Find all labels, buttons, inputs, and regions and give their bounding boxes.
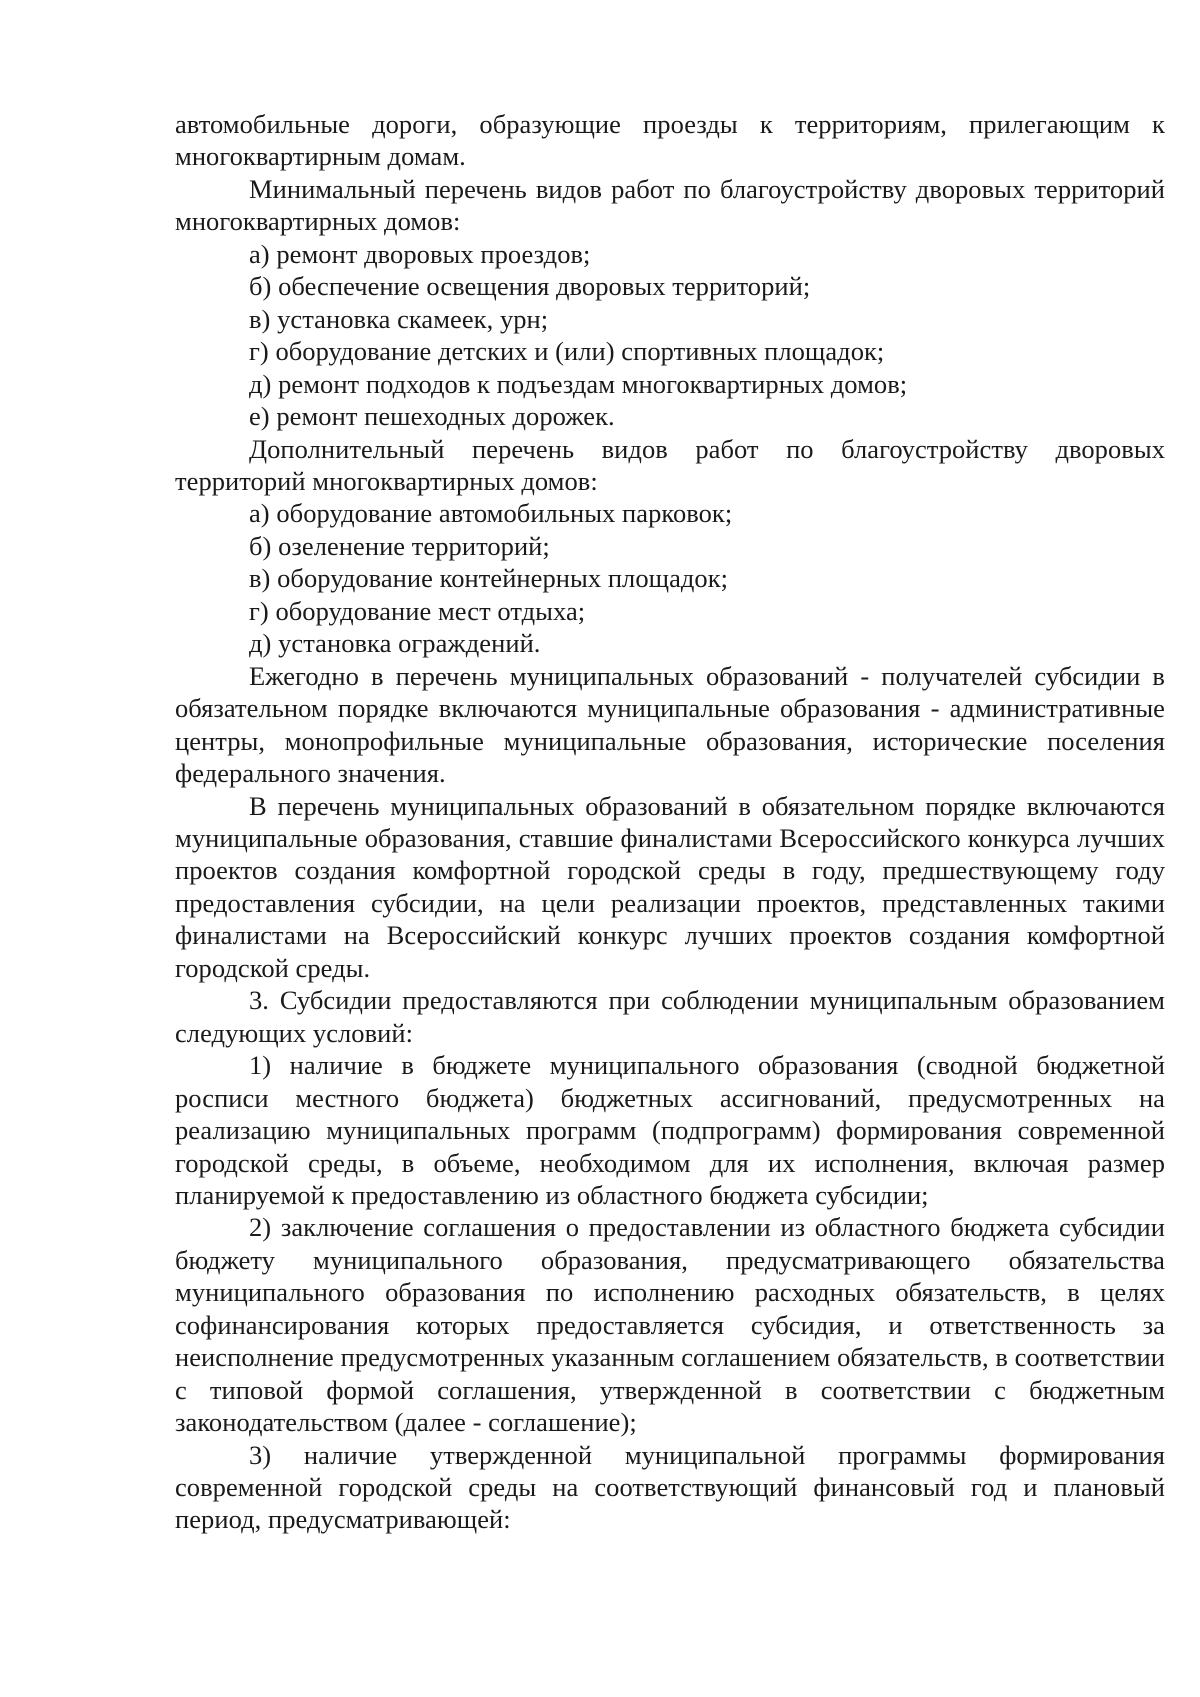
paragraph-minimal-list-intro: Минимальный перечень видов работ по благоустройству дворовых территорий многоквартирных домов:	[175, 173, 1165, 237]
list-item: а) ремонт дворовых проездов;	[249, 238, 591, 269]
list-item: г) оборудование детских и (или) спортивных площадок;	[249, 336, 885, 367]
document-body	[175, 108, 1165, 1536]
paragraph-section-3: 3. Субсидии предоставляются при соблюдении муниципальным образованием следующих условий:	[175, 985, 1165, 1048]
paragraph-additional-list-intro: Дополнительный перечень видов работ по благоустройству дворовых территорий многоквартирных домов:	[175, 433, 1165, 496]
list-item: а) оборудование автомобильных парковок;	[249, 498, 733, 529]
paragraph-condition-1: 1) наличие в бюджете муниципального образования (сводной бюджетной росписи местного бюджета) бюджетных ассигнований, предусмотренных на реализацию муниципальных программ (подпрограмм) формирования современной городской среды, в объеме, необходимом для их исполнения, включая размер планируемой к предоставлению из областного бюджета субсидии;	[175, 1050, 1165, 1210]
list-item: б) озеленение территорий;	[249, 530, 550, 561]
paragraph-finalists: В перечень муниципальных образований в обязательном порядке включаются муниципальные образования, ставшие финалистами Всероссийского конкурса лучших проектов создания комфортной городской среды в году, предшествующему году предоставления субсидии, на цели реализации проектов, представленных такими финалистами на Всероссийский конкурс лучших проектов создания комфортной городской среды.	[175, 790, 1165, 983]
list-item: б) обеспечение освещения дворовых территорий;	[249, 271, 811, 302]
list-item: в) установка скамеек, урн;	[249, 303, 549, 334]
list-item: е) ремонт пешеходных дорожек.	[249, 401, 615, 432]
paragraph-condition-3: 3) наличие утвержденной муниципальной программы формирования современной городской среды на соответствующий финансовый год и плановый период, предусматривающей:	[175, 1439, 1165, 1535]
list-item: д) ремонт подходов к подъездам многоквартирных домов;	[249, 368, 908, 399]
list-item: в) оборудование контейнерных площадок;	[249, 563, 729, 594]
paragraph-continuation: автомобильные дороги, образующие проезды к территориям, прилегающим к многоквартирным домам.	[175, 109, 1165, 172]
paragraph-condition-2: 2) заключение соглашения о предоставлении из областного бюджета субсидии бюджету муниципального образования, предусматривающего обязательства муниципального образования по исполнению расходных обязательств, в целях софинансирования которых предоставляется субсидия, и ответственность за неисполнение предусмотренных указанным соглашением обязательств, в соответствии с типовой формой соглашения, утвержденной в соответствии с бюджетным законодательством (далее - соглашение);	[175, 1212, 1165, 1438]
list-item: д) установка ограждений.	[249, 628, 541, 659]
paragraph-annual-list: Ежегодно в перечень муниципальных образований - получателей субсидии в обязательном порядке включаются муниципальные образования - административные центры, монопрофильные муниципальные образования, исторические поселения федерального значения.	[175, 660, 1165, 789]
list-item: г) оборудование мест отдыха;	[249, 595, 586, 626]
